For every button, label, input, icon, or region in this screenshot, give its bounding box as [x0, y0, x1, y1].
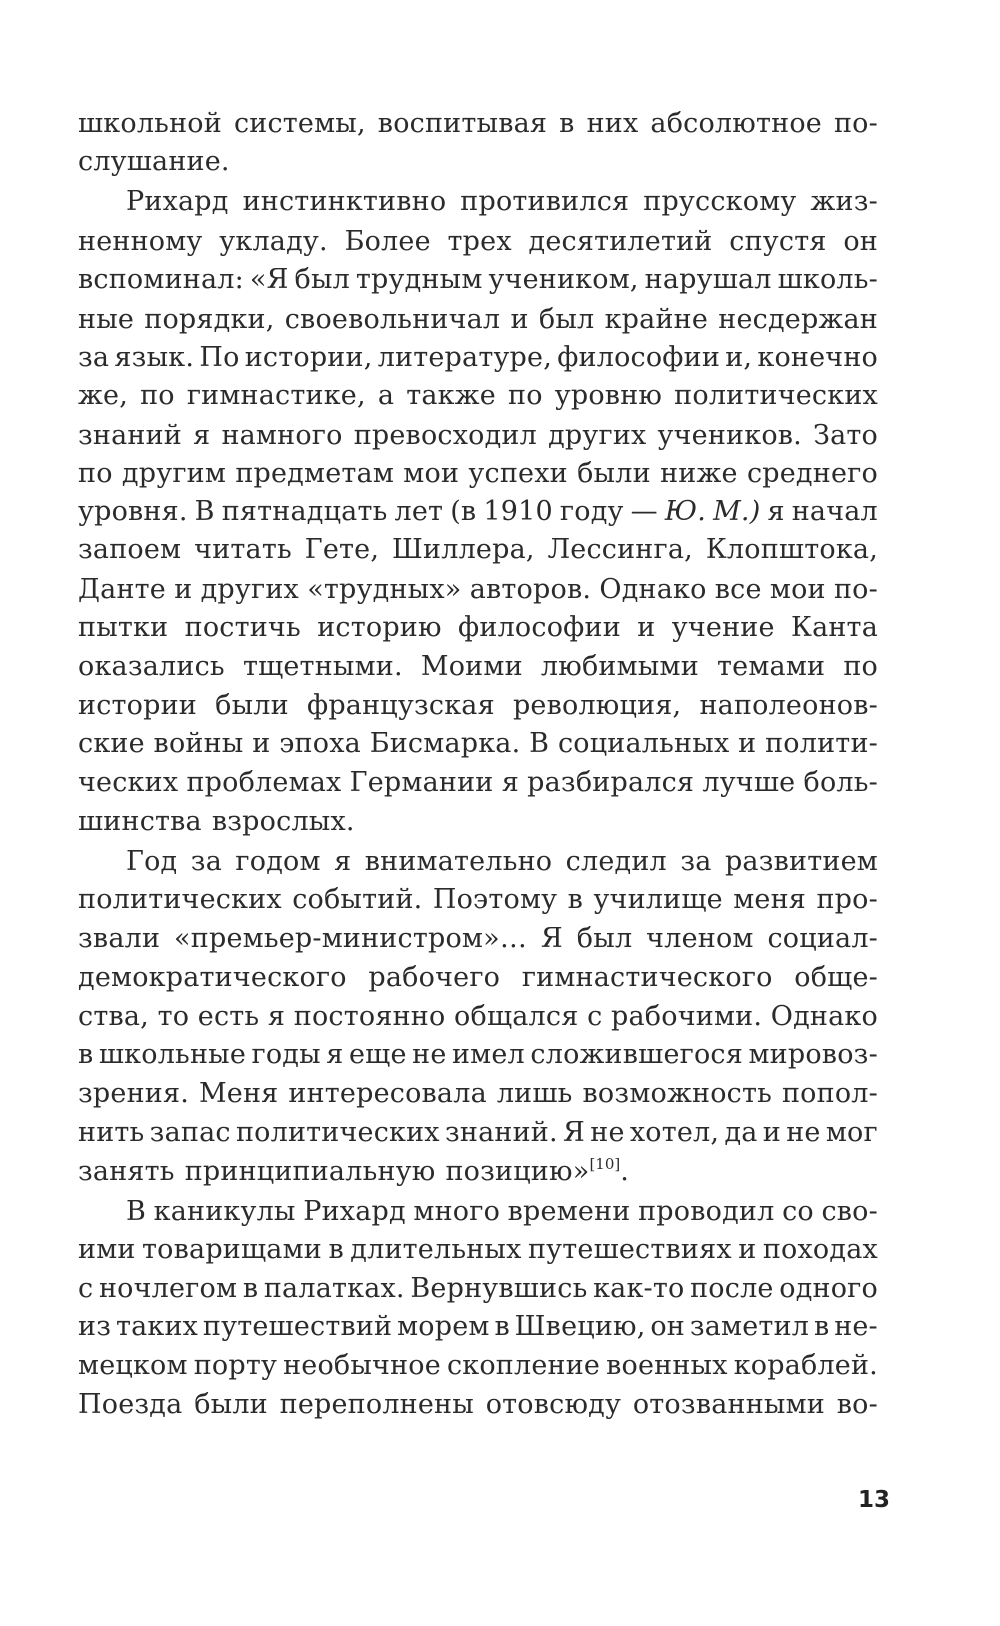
- word: был: [576, 923, 633, 954]
- word: из: [78, 1311, 112, 1342]
- word: наполеонов-: [699, 690, 878, 721]
- word: Год: [126, 846, 178, 877]
- word: Лессинга,: [547, 534, 693, 565]
- word: звали: [78, 923, 161, 954]
- word: ими: [78, 1234, 136, 1265]
- word: училище: [593, 884, 723, 915]
- word: общался: [454, 1001, 579, 1032]
- word: за: [190, 846, 222, 877]
- word: оказались: [78, 651, 225, 682]
- word: В: [126, 1196, 147, 1227]
- word: порту: [193, 1350, 278, 1381]
- word: школьной: [78, 108, 222, 139]
- word: учение: [671, 612, 775, 643]
- word: по-: [833, 574, 878, 605]
- word: Ю.: [664, 496, 707, 527]
- page-number: 13: [857, 1487, 890, 1513]
- word: среднего: [746, 458, 878, 489]
- word: возможность: [582, 1078, 773, 1109]
- word: еще: [349, 1039, 407, 1070]
- word: и: [510, 304, 529, 335]
- word: противился: [460, 186, 630, 217]
- word: нарушал: [644, 264, 772, 295]
- word: запас: [149, 1117, 231, 1148]
- word: за: [680, 846, 712, 877]
- word: в: [559, 108, 575, 139]
- word: войны: [153, 728, 244, 759]
- word: Меня: [198, 1078, 279, 1109]
- word: историю: [317, 612, 442, 643]
- word: обще-: [794, 962, 878, 993]
- word: авторов.: [469, 574, 592, 605]
- word: школьные: [98, 1039, 247, 1070]
- word: превосходил: [353, 420, 537, 451]
- book-page: [78, 108, 878, 1568]
- word: я: [767, 496, 785, 527]
- word: палатках.: [263, 1273, 405, 1304]
- word: и: [738, 1234, 757, 1265]
- word: я: [326, 1039, 344, 1070]
- word: он: [843, 226, 878, 257]
- word: истории: [78, 690, 197, 721]
- word: я: [501, 767, 519, 798]
- word: философии: [557, 342, 721, 373]
- text-line: [78, 1001, 878, 1041]
- word: проводил: [638, 1196, 775, 1227]
- word: своевольничал: [284, 304, 501, 335]
- text-line: [78, 728, 878, 768]
- word: В: [194, 496, 215, 527]
- word: и: [762, 1117, 781, 1148]
- word: пытки: [78, 612, 169, 643]
- word: морем: [397, 1311, 490, 1342]
- word: 1910: [483, 496, 553, 527]
- word: имел: [451, 1039, 525, 1070]
- text-line: [78, 1389, 878, 1429]
- word: был: [294, 264, 350, 295]
- word: путешествиях: [527, 1234, 732, 1265]
- word: проблемах: [186, 767, 342, 798]
- word: сложившегося: [530, 1039, 743, 1070]
- word: лет: [394, 496, 444, 527]
- word: времени: [507, 1196, 631, 1227]
- word: политических: [78, 884, 282, 915]
- word: сво-: [821, 1196, 878, 1227]
- word: необычное: [283, 1350, 441, 1381]
- word: успехи: [468, 458, 568, 489]
- word: я: [193, 420, 211, 451]
- word: и: [738, 728, 757, 759]
- word: все: [714, 574, 762, 605]
- word: социал-: [767, 923, 878, 954]
- word: жиз-: [810, 186, 878, 217]
- word: философии: [458, 612, 621, 643]
- word: воспитывая: [377, 108, 548, 139]
- word: несдержан: [718, 304, 878, 335]
- word: заметил: [689, 1311, 810, 1342]
- word: эпоха: [279, 728, 361, 759]
- word: в: [328, 1234, 344, 1265]
- word: учеников.: [657, 420, 802, 451]
- word: учеником,: [488, 264, 639, 295]
- text-line: [78, 108, 878, 148]
- word: с: [587, 1001, 603, 1032]
- text-line: [78, 342, 878, 382]
- word: были: [577, 458, 651, 489]
- word: лучше: [702, 767, 796, 798]
- text-line: [78, 226, 878, 266]
- text-line: [78, 1311, 878, 1351]
- word: в: [78, 1039, 94, 1070]
- word: начал: [791, 496, 878, 527]
- word: одного: [779, 1273, 878, 1304]
- word: укладу.: [219, 226, 328, 257]
- word: Однако: [599, 574, 707, 605]
- word: зрения.: [78, 1078, 189, 1109]
- word: гимнастике,: [186, 380, 366, 411]
- word: году: [559, 496, 624, 527]
- word: также: [406, 380, 496, 411]
- text-line: [78, 1039, 878, 1079]
- word: про-: [816, 884, 878, 915]
- word: меня: [733, 884, 807, 915]
- word: инстинктивно: [242, 186, 447, 217]
- word: кораблей.: [733, 1350, 878, 1381]
- text-line: [78, 420, 878, 460]
- word: язык.: [114, 342, 195, 373]
- word: во-: [836, 1389, 878, 1420]
- text-line: [78, 186, 878, 226]
- word: не: [590, 1117, 625, 1148]
- word: Канта: [790, 612, 878, 643]
- word: много: [413, 1196, 501, 1227]
- word: вспоминал:: [78, 264, 244, 295]
- sentence-period: .: [620, 1156, 630, 1187]
- word: военных: [606, 1350, 728, 1381]
- word: он: [650, 1311, 685, 1342]
- word: других: [548, 420, 647, 451]
- word: «Я: [249, 264, 289, 295]
- word: Однако: [770, 1001, 878, 1032]
- word: гимнастического: [521, 962, 773, 993]
- word: революция,: [512, 690, 682, 721]
- word: намного: [221, 420, 343, 451]
- word: уровню: [554, 380, 663, 411]
- word: другим: [121, 458, 227, 489]
- word: других: [200, 574, 299, 605]
- word: любимыми: [540, 651, 699, 682]
- text-line: [78, 1156, 878, 1196]
- word: полити-: [765, 728, 878, 759]
- word: лишь: [496, 1078, 573, 1109]
- word: рабочими.: [611, 1001, 763, 1032]
- word: годы: [251, 1039, 321, 1070]
- word: французская: [306, 690, 495, 721]
- word: Клопштока,: [705, 534, 878, 565]
- word: ниже: [660, 458, 738, 489]
- word: есть: [197, 1001, 260, 1032]
- word: а: [377, 380, 395, 411]
- word: знаний.: [444, 1117, 558, 1148]
- word: ские: [78, 728, 145, 759]
- word: социальных: [557, 728, 730, 759]
- word: Шиллера,: [392, 534, 535, 565]
- word: по: [508, 380, 543, 411]
- word: —: [630, 496, 658, 527]
- word: и: [252, 728, 271, 759]
- word: в: [494, 1311, 510, 1342]
- word: в: [813, 1311, 830, 1342]
- word: ночлегом: [98, 1273, 238, 1304]
- word: мог: [825, 1117, 878, 1148]
- word: по: [78, 458, 113, 489]
- word: событий.: [292, 884, 423, 915]
- word: шинства: [78, 806, 202, 837]
- text-line: [78, 1234, 878, 1274]
- text-line: [78, 574, 878, 614]
- word: Поезда: [78, 1389, 183, 1420]
- text-line: [78, 1078, 878, 1118]
- footnote-reference[interactable]: [10]: [589, 1155, 621, 1173]
- word: отозванными: [632, 1389, 825, 1420]
- word: то: [157, 1001, 190, 1032]
- word: же,: [78, 380, 128, 411]
- word: ные: [78, 304, 135, 335]
- word: трудным: [355, 264, 483, 295]
- word: взрослых.: [211, 806, 355, 837]
- word: Германии: [349, 767, 494, 798]
- word: предметам: [235, 458, 395, 489]
- word: был: [538, 304, 595, 335]
- word: в: [567, 884, 584, 915]
- word: не-: [834, 1311, 878, 1342]
- word: политических: [674, 380, 878, 411]
- text-line: [78, 380, 878, 420]
- word: были: [194, 1389, 268, 1420]
- word: путешествий: [202, 1311, 393, 1342]
- word: каникулы: [153, 1196, 296, 1227]
- word: за: [78, 342, 110, 373]
- word: Я: [563, 1117, 586, 1148]
- word: порядки,: [144, 304, 275, 335]
- word: в: [242, 1273, 259, 1304]
- text-line: [78, 1117, 878, 1157]
- word: политических: [235, 1117, 440, 1148]
- word: по: [843, 651, 878, 682]
- word: с: [78, 1273, 94, 1304]
- word: внимательно: [364, 846, 553, 877]
- word: я: [267, 1001, 286, 1032]
- word: спустя: [729, 226, 827, 257]
- word: мецком: [78, 1350, 188, 1381]
- word: постоянно: [293, 1001, 446, 1032]
- word: отовсюду: [485, 1389, 622, 1420]
- word: по-: [833, 108, 878, 139]
- word: годом: [235, 846, 321, 877]
- word: запоем: [78, 534, 182, 565]
- word: темами: [717, 651, 826, 682]
- text-line: [78, 1273, 878, 1313]
- word: «премьер-министром»…: [174, 923, 528, 954]
- word: мои: [403, 458, 460, 489]
- word: Бисмарка.: [369, 728, 521, 759]
- word: крайне: [604, 304, 709, 335]
- text-line: [78, 534, 878, 574]
- word: походах: [762, 1234, 878, 1265]
- text-line: [78, 806, 878, 846]
- word: ческих: [78, 767, 179, 798]
- text-line: [78, 846, 878, 886]
- word: конечно: [757, 342, 878, 373]
- word: абсолютное: [650, 108, 822, 139]
- word: (в: [450, 496, 477, 527]
- text-line: [78, 690, 878, 730]
- word: десятилетий: [528, 226, 713, 257]
- word: развитием: [724, 846, 878, 877]
- word: читать: [194, 534, 292, 565]
- word: трех: [447, 226, 512, 257]
- word: ненному: [78, 226, 203, 257]
- word: Рихард: [303, 1196, 406, 1227]
- word: ства,: [78, 1001, 149, 1032]
- word: я: [334, 846, 352, 877]
- word: Более: [344, 226, 431, 257]
- text-line: [78, 962, 878, 1002]
- word: школь-: [777, 264, 878, 295]
- text-line: [78, 304, 878, 344]
- word: интересовала: [288, 1078, 487, 1109]
- word: и: [174, 574, 193, 605]
- word: попол-: [781, 1078, 878, 1109]
- word: боль-: [803, 767, 878, 798]
- word: и,: [725, 342, 753, 373]
- word: истории,: [244, 342, 373, 373]
- word: литературе,: [377, 342, 552, 373]
- word: были: [215, 690, 289, 721]
- word: мировоз-: [748, 1039, 878, 1070]
- text-line: [78, 458, 878, 498]
- word: Поэтому: [432, 884, 558, 915]
- word: членом: [646, 923, 754, 954]
- word: По: [199, 342, 240, 373]
- word: постичь: [184, 612, 301, 643]
- word: принципиальную: [184, 1156, 436, 1187]
- text-line: [78, 496, 878, 536]
- word: таких: [115, 1311, 199, 1342]
- word: со: [782, 1196, 814, 1227]
- text-line: [78, 923, 878, 963]
- text-line: [78, 767, 878, 807]
- word: пятнадцать: [221, 496, 388, 527]
- word: уровня.: [78, 496, 188, 527]
- word: после: [690, 1273, 774, 1304]
- text-line: [78, 884, 878, 924]
- word: Гете,: [304, 534, 380, 565]
- word: Данте: [78, 574, 166, 605]
- word: длительных: [350, 1234, 522, 1265]
- text-line: [78, 1196, 878, 1236]
- word: нить: [78, 1117, 145, 1148]
- text-line: [78, 146, 878, 186]
- word: демократического: [78, 962, 347, 993]
- word: «трудных»: [307, 574, 462, 605]
- word: Зато: [813, 420, 878, 451]
- word: М.): [713, 496, 761, 527]
- word: слушание.: [78, 146, 230, 177]
- word: рабочего: [368, 962, 501, 993]
- word: прусскому: [643, 186, 797, 217]
- word: не: [786, 1117, 821, 1148]
- word: Рихард: [126, 186, 229, 217]
- word: товарищами: [142, 1234, 322, 1265]
- text-line: [78, 1350, 878, 1390]
- word: Швецию,: [514, 1311, 646, 1342]
- word: В: [529, 728, 550, 759]
- word: Вернувшись: [410, 1273, 588, 1304]
- word: Я: [540, 923, 563, 954]
- word: позицию»[10].: [445, 1155, 630, 1187]
- word: Моими: [420, 651, 523, 682]
- text-line: [78, 264, 878, 304]
- word: знаний: [78, 420, 183, 451]
- word: по: [140, 380, 175, 411]
- word: да: [724, 1117, 758, 1148]
- word: системы,: [233, 108, 366, 139]
- word: и: [637, 612, 656, 643]
- word: занять: [78, 1156, 175, 1187]
- word: следил: [565, 846, 667, 877]
- text-line: [78, 651, 878, 691]
- word: переполнены: [279, 1389, 474, 1420]
- word: разбирался: [527, 767, 695, 798]
- word: хотел,: [629, 1117, 720, 1148]
- word: них: [586, 108, 639, 139]
- word: тщетными.: [242, 651, 403, 682]
- word: скопление: [446, 1350, 601, 1381]
- word: не: [412, 1039, 447, 1070]
- text-line: [78, 612, 878, 652]
- word: как-то: [593, 1273, 685, 1304]
- word: мои: [769, 574, 826, 605]
